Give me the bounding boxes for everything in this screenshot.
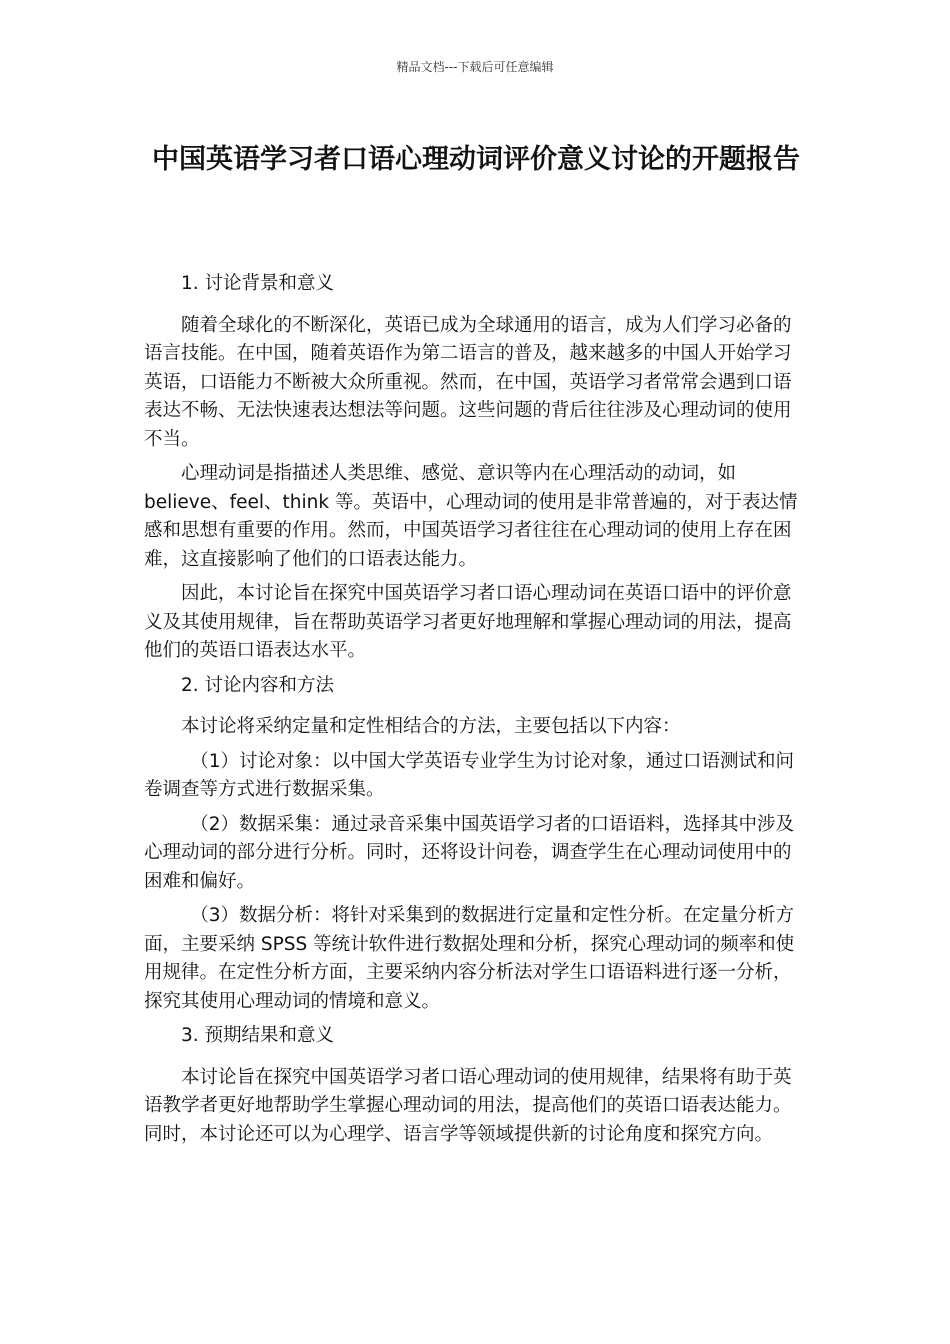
section-heading-expected-results: 3. 预期结果和意义 bbox=[181, 1025, 335, 1046]
paragraph-method-intro: 本讨论将采纳定量和定性相结合的方法，主要包括以下内容： bbox=[181, 716, 681, 737]
paragraph-background-3: 因此，本讨论旨在探究中国英语学习者口语心理动词在英语口语中的评价意义及其使用规律，旨在帮助英语学习者更好地理解和掌握心理动词的用法，提高他们的英语口语表达水平。 bbox=[144, 583, 792, 661]
list-item-data-analysis: （3）数据分析：将针对采集到的数据进行定量和定性分析。在定量分析方面，主要采纳 SPSS 等统计软件进行数据处理和分析，探究心理动词的频率和使用规律。在定性分析方面，主要采纳内容分析法对学生口语语料进行逐一分析，探究其使用心理动词的情境和意义。 bbox=[144, 905, 795, 1012]
section-heading-background: 1. 讨论背景和意义 bbox=[181, 273, 335, 294]
paragraph-background-1: 随着全球化的不断深化，英语已成为全球通用的语言，成为人们学习必备的语言技能。在中国，随着英语作为第二语言的普及，越来越多的中国人开始学习英语，口语能力不断被大众所重视。然而，在中国，英语学习者常常会遇到口语表达不畅、无法快速表达想法等问题。这些问题的背后往往涉及心理动词的使用不当。 bbox=[144, 314, 792, 450]
list-item-subjects: （1）讨论对象：以中国大学英语专业学生为讨论对象，通过口语测试和问卷调查等方式进行数据采集。 bbox=[144, 750, 795, 800]
list-item-data-collection: （2）数据采集：通过录音采集中国英语学习者的口语语料，选择其中涉及心理动词的部分进行分析。同时，还将设计问卷，调查学生在心理动词使用中的困难和偏好。 bbox=[144, 813, 795, 892]
document-title: 中国英语学习者口语心理动词评价意义讨论的开题报告 bbox=[152, 144, 800, 175]
paragraph-expected-results: 本讨论旨在探究中国英语学习者口语心理动词的使用规律，结果将有助于英语教学者更好地帮助学生掌握心理动词的用法，提高他们的英语口语表达能力。同时，本讨论还可以为心理学、语言学等领域提供新的讨论角度和探究方向。 bbox=[144, 1066, 792, 1145]
header-note: 精品文档---下载后可任意编辑 bbox=[396, 60, 554, 74]
document-body bbox=[144, 270, 808, 1155]
section-heading-content-method: 2. 讨论内容和方法 bbox=[181, 674, 335, 696]
paragraph-background-2: 心理动词是指描述人类思维、感觉、意识等内在心理活动的动词，如 believe、feel、think 等。英语中，心理动词的使用是非常普遍的，对于表达情感和思想有重要的作用。然而，中国英语学习者往往在心理动词的使用上存在困难，这直接影响了他们的口语表达能力。 bbox=[144, 463, 798, 570]
